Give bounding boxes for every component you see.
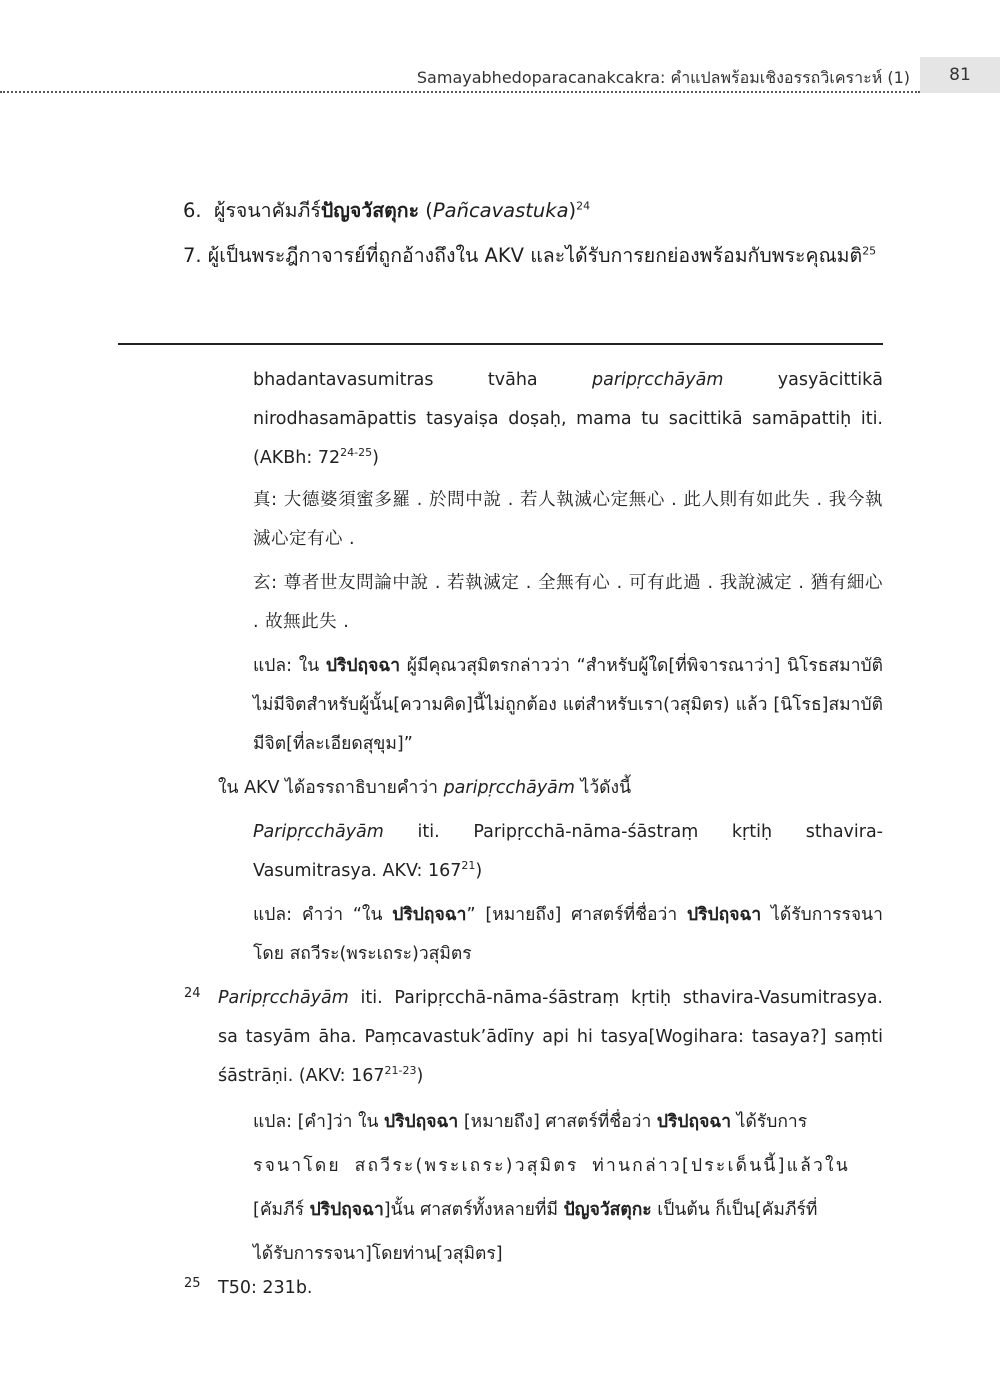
list-item-7: 7. ผู้เป็นพระฎีกาจารย์ที่ถูกอ้างถึงใน AKV และได้รับการยกย่องพร้อมกับพระคุณมติ$^{25}$	[183, 244, 877, 267]
footnote-translation-1: แปล: ใน ปริปฤจฉา ผู้มีคุณวสุมิตรกล่าวว่า “สำหรับผู้ใด[ที่พิจารณาว่า] นิโรธสมาบัติไม่มีจิตสำหรับผู้นั้น[ความคิด]นี้ไม่ถูกต้อง แต่สำหรับเรา(วสุมิตร) แล้ว [นิโรธ]สมาบัติมีจิต[ที่ละเอียดสุขุม]”	[253, 656, 883, 754]
footnote-ref-24[interactable]: 24	[576, 199, 591, 213]
footnote-24: Paripṛcchāyām iti. Paripṛcchā-nāma-śāstraṃ kṛtiḥ sthavira-Vasumitrasya. sa tasyām āha. Paṃcavastuk’ādīny api hi tasya[Wogihara: tasaya?] saṃti śāstrāṇi. (AKV: 167$^{21-23}$)	[218, 988, 883, 1086]
footnote-separator	[118, 343, 883, 345]
footnote-translation-2: แปล: คำว่า “ใน ปริปฤจฉา” [หมายถึง] ศาสตร์ที่ชื่อว่า ปริปฤจฉา ได้รับการรจนาโดย สถวีระ(พระเถระ)วสุมิตร	[253, 905, 883, 964]
footnote-paragraph-akv: ใน AKV ได้อรรถาธิบายคำว่า paripṛcchāyām ไว้ดังนี้	[218, 778, 632, 798]
footnote-quote-akbh: bhadantavasumitras tvāha paripṛcchāyām yasyācittikā nirodhasamāpattis tasyaiṣa doṣaḥ, mama tu sacittikā samāpattiḥ iti. (AKBh: 72$^{24-25}$)	[253, 370, 883, 468]
footnote-quote-paramartha: 真: 大德婆須蜜多羅 . 於問中說 . 若人執滅心定無心 . 此人則有如此失 . 我今執滅心定有心 .	[253, 490, 883, 549]
footnote-marker-24: 24	[184, 986, 201, 1001]
footnote-quote-xuanzang: 玄: 尊者世友問論中說 . 若執滅定 . 全無有心 . 可有此過 . 我說滅定 . 猶有細心 . 故無此失 .	[253, 573, 883, 632]
footnote-ref-25[interactable]: 25	[862, 244, 877, 258]
footnote-quote-akv: Paripṛcchāyām iti. Paripṛcchā-nāma-śāstraṃ kṛtiḥ sthavira-Vasumitrasya. AKV: $167^{21}$)	[253, 822, 883, 881]
footnote-25: T50: 231b.	[218, 1278, 313, 1298]
footnote-marker-25: 25	[184, 1276, 201, 1291]
list-item-6: 6. ผู้รจนาคัมภีร์ปัญจวัสตุกะ (Pañcavastuka)$^{24}$	[183, 199, 591, 222]
header-dotted-rule	[0, 91, 920, 93]
running-title: Samayabhedoparacanakcakra: คำแปลพร้อมเชิงอรรถวิเคราะห์ (1)	[416, 68, 910, 87]
footnote-24-translation: แปล: [คำ]ว่า ใน ปริปฤจฉา [หมายถึง] ศาสตร์ที่ชื่อว่า ปริปฤจฉา ได้รับการ รจนาโดย สถวีระ(พระเถระ)วสุมิตร ท่านกล่าว[ประเด็นนี้]แล้วใน [คัมภีร์ ปริปฤจฉา]นั้น ศาสตร์ทั้งหลายที่มี ปัญจวัสตุกะ เป็นต้น ก็เป็น[คัมภีร์ที่ ได้รับการรจนา]โดยท่าน[วสุมิตร]	[253, 1112, 850, 1264]
page-number: 81	[920, 57, 1000, 93]
